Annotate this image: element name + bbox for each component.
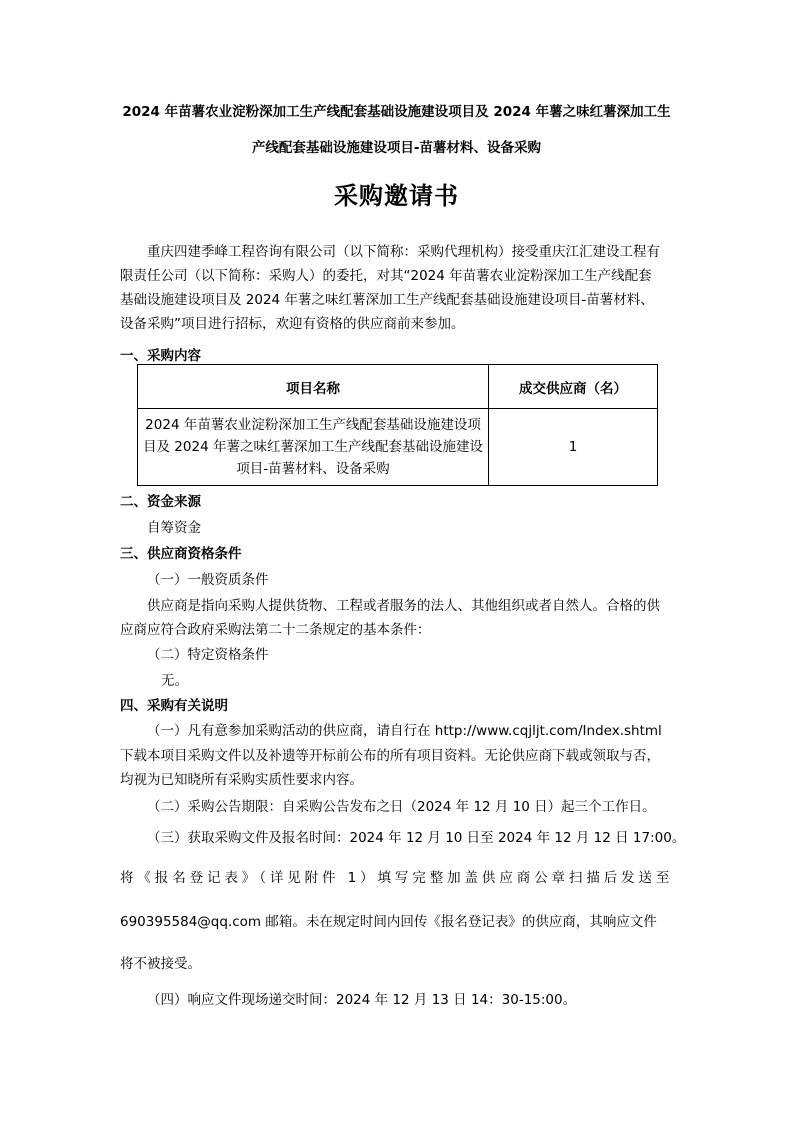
general-qualification-line-1: 供应商是指向采购人提供货物、工程或者服务的法人、其他组织或者自然人。合格的供 bbox=[147, 598, 660, 614]
section-2-heading: 二、资金来源 bbox=[120, 494, 201, 510]
document-title-line-2: 产线配套基础设施建设项目-苗薯材料、设备采购 bbox=[251, 140, 542, 156]
project-name-line-1: 2024 年苗薯农业淀粉深加工生产线配套基础设施建设项 bbox=[145, 417, 481, 433]
item-1-line-1: （一）凡有意参加采购活动的供应商，请自行在 http://www.cqjljt.com/Index.shtml bbox=[147, 723, 662, 739]
specific-qualification-text: 无。 bbox=[161, 673, 188, 689]
general-qualification-line-2: 应商应符合政府采购法第二十二条规定的基本条件： bbox=[120, 622, 431, 638]
item-3-line-2: 将《报名登记表》（详见附件 1）填写完整加盖供应商公章扫描后发送至 bbox=[120, 870, 674, 886]
section-3-heading: 三、供应商资格条件 bbox=[120, 546, 242, 562]
supplier-count-cell: 1 bbox=[489, 409, 658, 486]
intro-line-1: 重庆四建季峰工程咨询有限公司（以下简称：采购代理机构）接受重庆江汇建设工程有 bbox=[147, 244, 660, 260]
specific-qualification-heading: （二）特定资格条件 bbox=[147, 647, 269, 663]
project-name-cell bbox=[138, 409, 489, 486]
item-2-text: （二）采购公告期限：自采购公告发布之日（2024 年 12 月 10 日）起三个工作日。 bbox=[147, 799, 656, 815]
general-qualification-heading: （一）一般资质条件 bbox=[147, 572, 269, 588]
item-3-line-1: （三）获取采购文件及报名时间：2024 年 12 月 10 日至 2024 年 12 月 12 日 17:00。 bbox=[147, 830, 686, 846]
section-1-heading: 一、采购内容 bbox=[120, 348, 201, 364]
intro-line-4: 设备采购”项目进行招标，欢迎有资格的供应商前来参加。 bbox=[120, 316, 465, 332]
item-3-line-4: 将不被接受。 bbox=[120, 956, 201, 972]
document-title-line-1: 2024 年苗薯农业淀粉深加工生产线配套基础设施建设项目及 2024 年薯之味红薯深加工生 bbox=[122, 104, 671, 120]
project-name-line-2: 目及 2024 年薯之味红薯深加工生产线配套基础设施建设 bbox=[143, 439, 483, 455]
project-name-line-3: 项目-苗薯材料、设备采购 bbox=[236, 461, 390, 477]
item-4-text: （四）响应文件现场递交时间：2024 年 12 月 13 日 14：30-15:00。 bbox=[147, 992, 577, 1008]
item-3-line-3: 690395584@qq.com 邮箱。未在规定时间内回传《报名登记表》的供应商，其响应文件 bbox=[120, 914, 657, 930]
item-1-line-3: 均视为已知晓所有采购实质性要求内容。 bbox=[120, 772, 363, 788]
item-1-line-2: 下载本项目采购文件以及补遗等开标前公布的所有项目资料。无论供应商下载或领取与否， bbox=[120, 748, 660, 764]
procurement-table bbox=[137, 364, 658, 486]
section-4-heading: 四、采购有关说明 bbox=[120, 698, 228, 714]
funding-source-text: 自筹资金 bbox=[147, 520, 201, 536]
intro-line-3: 基础设施建设项目及 2024 年薯之味红薯深加工生产线配套基础设施建设项目-苗薯材料、 bbox=[120, 292, 654, 308]
column-header-project-name: 项目名称 bbox=[138, 365, 489, 409]
column-header-supplier-count: 成交供应商（名） bbox=[489, 365, 658, 409]
intro-line-2: 限责任公司（以下简称：采购人）的委托，对其“2024 年苗薯农业淀粉深加工生产线配套 bbox=[120, 268, 652, 284]
main-title: 采购邀请书 bbox=[334, 182, 459, 210]
table-header-row bbox=[138, 365, 658, 409]
table-row bbox=[138, 409, 658, 486]
